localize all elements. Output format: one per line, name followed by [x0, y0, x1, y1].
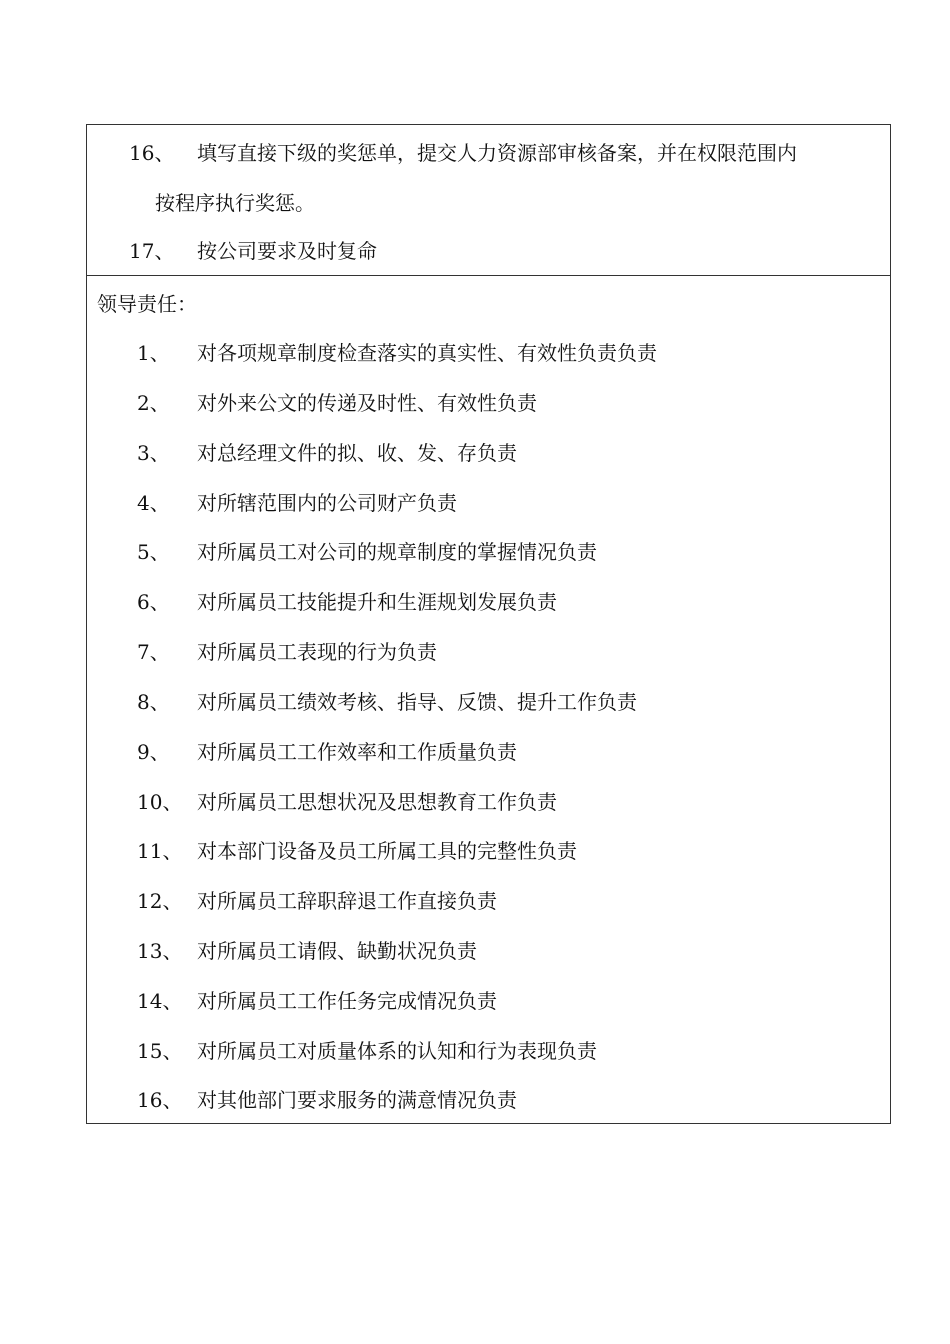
leadership-item-number: 5、: [137, 540, 170, 564]
leadership-item-text: 对所属员工工作任务完成情况负责: [197, 989, 497, 1013]
duty-item-17-number: 17、: [129, 239, 175, 263]
duty-item-16-number: 16、: [129, 141, 175, 165]
leadership-item-number: 15、: [137, 1039, 183, 1063]
leadership-item-number: 1、: [137, 341, 170, 365]
leadership-section: [87, 276, 890, 1123]
leadership-item-text: 对所属员工对公司的规章制度的掌握情况负责: [197, 540, 597, 564]
leadership-item-number: 16、: [137, 1088, 183, 1112]
leadership-heading: 领导责任：: [97, 292, 197, 316]
leadership-item-number: 7、: [137, 640, 170, 664]
leadership-item-number: 12、: [137, 889, 183, 913]
leadership-item-number: 4、: [137, 491, 170, 515]
leadership-item-text: 对总经理文件的拟、收、发、存负责: [197, 441, 517, 465]
leadership-item-number: 9、: [137, 740, 170, 764]
leadership-item-number: 13、: [137, 939, 183, 963]
leadership-item-number: 14、: [137, 989, 183, 1013]
leadership-item-number: 8、: [137, 690, 170, 714]
leadership-item-number: 3、: [137, 441, 170, 465]
leadership-item-number: 10、: [137, 790, 183, 814]
leadership-item-text: 对所属员工辞职辞退工作直接负责: [197, 889, 497, 913]
leadership-item-text: 对所属员工表现的行为负责: [197, 640, 437, 664]
leadership-item-text: 对各项规章制度检查落实的真实性、有效性负责负责: [197, 341, 657, 365]
responsibility-table: [86, 124, 891, 1124]
leadership-item-text: 对所属员工请假、缺勤状况负责: [197, 939, 477, 963]
leadership-item-number: 11、: [137, 839, 183, 863]
leadership-item-text: 对所属员工思想状况及思想教育工作负责: [197, 790, 557, 814]
leadership-item-text: 对所属员工绩效考核、指导、反馈、提升工作负责: [197, 690, 637, 714]
leadership-item-text: 对所辖范围内的公司财产负责: [197, 491, 457, 515]
leadership-item-text: 对所属员工对质量体系的认知和行为表现负责: [197, 1039, 597, 1063]
leadership-item-text: 对所属员工工作效率和工作质量负责: [197, 740, 517, 764]
duties-section: [87, 125, 890, 276]
duty-item-16-text-cont: 按程序执行奖惩。: [155, 191, 315, 215]
leadership-item-text: 对本部门设备及员工所属工具的完整性负责: [197, 839, 577, 863]
leadership-item-text: 对所属员工技能提升和生涯规划发展负责: [197, 590, 557, 614]
leadership-item-number: 6、: [137, 590, 170, 614]
duty-item-16-text: 填写直接下级的奖惩单，提交人力资源部审核备案，并在权限范围内: [197, 141, 797, 165]
leadership-item-text: 对其他部门要求服务的满意情况负责: [197, 1088, 517, 1112]
leadership-item-number: 2、: [137, 391, 170, 415]
duty-item-17-text: 按公司要求及时复命: [197, 239, 377, 263]
leadership-item-text: 对外来公文的传递及时性、有效性负责: [197, 391, 537, 415]
